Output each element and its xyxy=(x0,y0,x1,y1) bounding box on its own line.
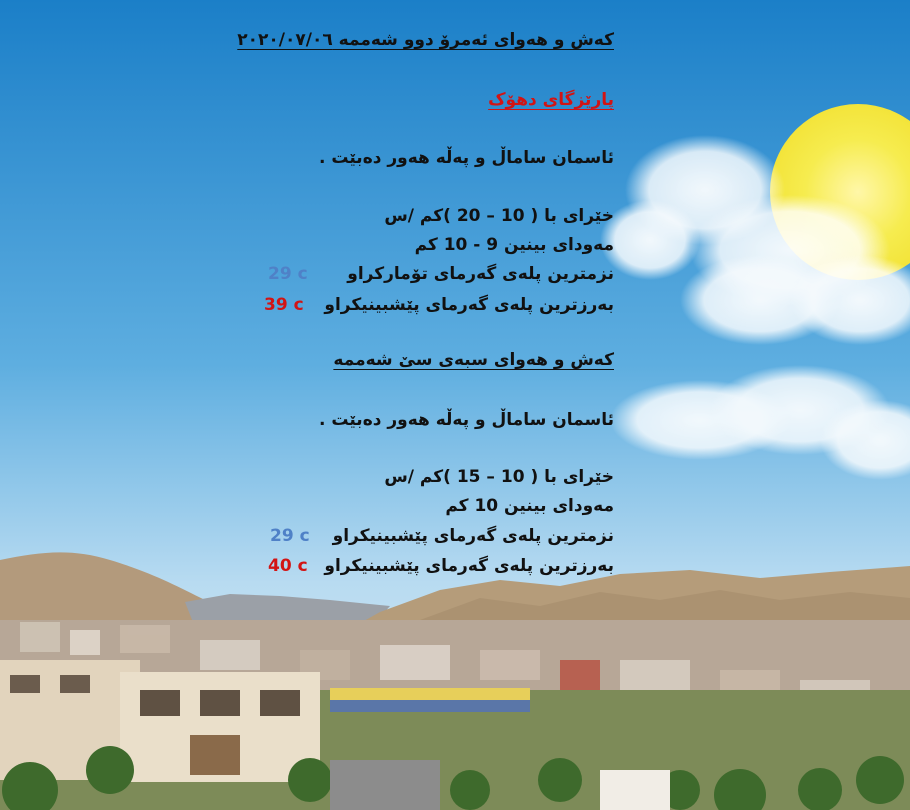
tomorrow-min-label: نزمترین پلەی گەرمای پێشبینیکراو xyxy=(332,526,614,546)
tomorrow-wind: خێرای با ( 10 – 15 )کم /س xyxy=(384,467,614,487)
tomorrow-sky: ئاسمان ساماڵ و پەڵە هەور دەبێت . xyxy=(319,410,614,430)
tomorrow-visibility: مەودای بینین 10 کم xyxy=(445,496,614,516)
today-min-value: 29 c xyxy=(268,264,308,284)
tomorrow-header: کەش و هەوای سبەی سێ شەممە xyxy=(333,350,614,370)
tomorrow-max-value: 40 c xyxy=(268,556,308,576)
today-header: کەش و هەوای ئەمرۆ دوو شەممە ٢٠٢٠/٠٧/٠٦ xyxy=(237,30,614,50)
province-title: پارێزگای دهۆک xyxy=(488,90,614,110)
today-wind: خێرای با ( 10 – 20 )کم /س xyxy=(384,206,614,226)
tomorrow-max-label: بەرزترین پلەی گەرمای پێشبینیکراو xyxy=(324,556,614,576)
today-max-value: 39 c xyxy=(264,295,304,315)
today-min-label: نزمترین پلەی گەرمای تۆمارکراو xyxy=(347,264,614,284)
today-visibility: مەودای بینین 9 - 10 کم xyxy=(414,235,614,255)
tomorrow-min-value: 29 c xyxy=(270,526,310,546)
today-sky: ئاسمان ساماڵ و پەڵە هەور دەبێت . xyxy=(319,148,614,168)
today-max-label: بەرزترین پلەی گەرمای پێشبینیکراو xyxy=(324,295,614,315)
